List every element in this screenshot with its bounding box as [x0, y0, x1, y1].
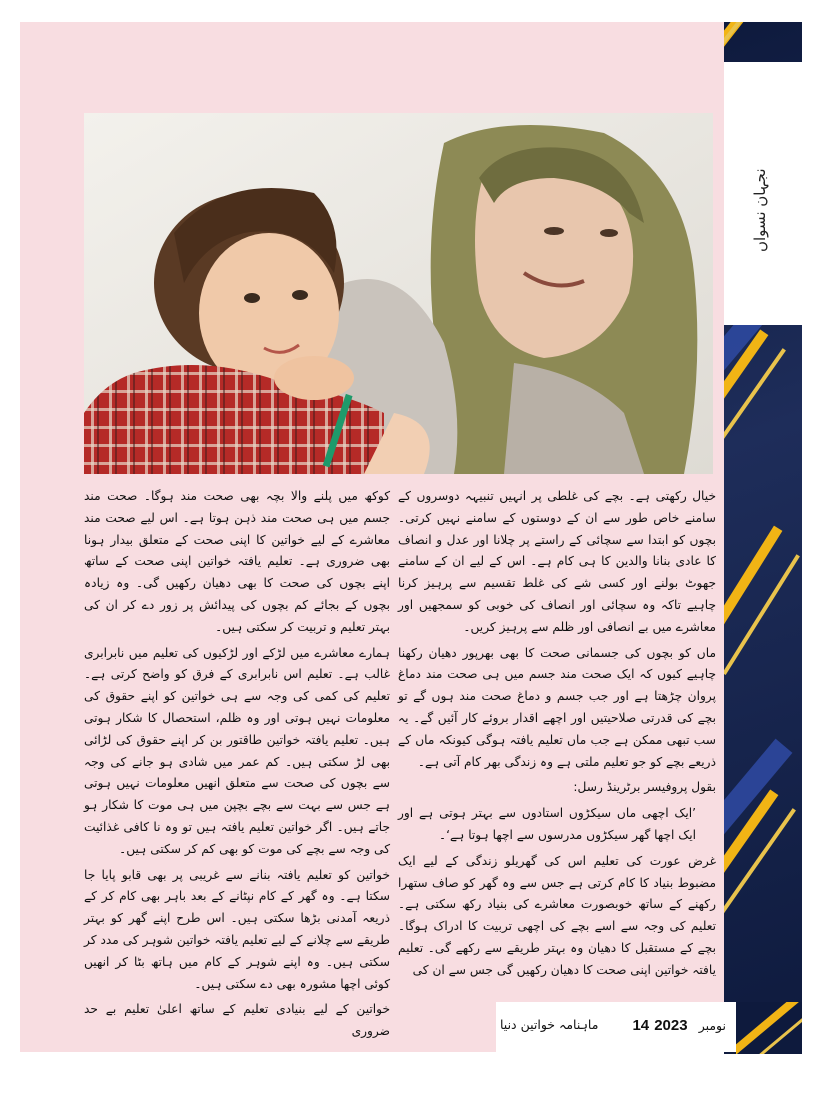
issue-year: 2023 — [654, 1016, 688, 1034]
page-footer — [500, 1012, 726, 1036]
magazine-name: ماہنامہ خواتین دنیا — [500, 1016, 599, 1032]
paragraph: ماں کو بچوں کی جسمانی صحت کا بھی بھرپور دھیان رکھنا چاہیے کیوں کہ ایک صحت مند جسم میں ہی صحت مند دماغ پروان چڑھتا ہے اور جب جسم و دماغ صحت مند ہوں گے تو بچے کی قدرتی صلاحیتیں اور اچھے اقدار بروئے کار آئیں گے۔ یہ سب تبھی ممکن ہے جب ماں تعلیم یافتہ ہوگی کیونکہ ماں کے ذریعے بچے کو جو تعلیم ملتی ہے وہ زندگی بھر کام آتی ہے۔ — [398, 645, 716, 769]
paragraph: خیال رکھتی ہے۔ بچے کی غلطی پر انہیں تنبیہہ دوسروں کے سامنے خاص طور سے ان کے دوستوں کے سامنے نہیں کرتی۔ بچوں کو ابتدا سے سچائی کے راستے پر چلانا اور عدل و انصاف کا عادی بنانا والدین کا ہی کام ہے۔ اس کے لیے ان کے سامنے جھوٹ بولنے اور کسی شے کی غلط تقسیم سے پرہیز کرنا چاہیے تاکہ وہ سچائی اور انصاف کی خوبی کو سمجھیں اور معاشرے میں بے انصافی اور ظلم سے پرہیز کریں۔ — [398, 489, 716, 634]
paragraph: خواتین کو تعلیم یافتہ بنانے سے غریبی پر بھی قابو پایا جا سکتا ہے۔ وہ گھر کے کام نپٹانے کے بعد باہر بھی کام کر کے ذریعہ آمدنی بڑھا سکتی ہیں۔ اس طرح اپنے گھر کو بہتر طریقے سے چلانے کے لیے تعلیم یافتہ خواتین شوہر کی مدد کر سکتی ہیں۔ وہ اپنے شوہر کے کام میں ہاتھ بٹا کر انھیں کوئی اچھا مشورہ بھی دے سکتی ہیں۔ — [84, 867, 390, 991]
footer-decoration — [736, 1002, 802, 1054]
article-column-right — [398, 486, 716, 986]
paragraph: کوکھ میں پلنے والا بچہ بھی صحت مند ہوگا۔ صحت مند جسم میں ہی صحت مند ذہن ہوتا ہے۔ اس لیے صحت مند معاشرے کے لیے خواتین کا اپنی صحت کے متعلق بیدار ہونا بھی ضروری ہے۔ تعلیم یافتہ خواتین اپنی صحت کے ساتھ اپنے بچوں کی صحت کا بھی دھیان رکھیں گی۔ وہ زیادہ بچوں کے بجائے کم بچوں کی پیدائش پر زور دے کر ان کی بہتر تعلیم و تربیت کر سکتی ہیں۔ — [84, 489, 390, 634]
page-number: 14 — [632, 1016, 650, 1034]
paragraph: خواتین کے لیے بنیادی تعلیم کے ساتھ اعلیٰ تعلیم بے حد ضروری — [84, 1002, 390, 1039]
quote-attribution: بقول پروفیسر برٹرینڈ رسل: — [573, 780, 716, 795]
article-column-left — [84, 486, 390, 1047]
section-title: نجہان نسواں — [751, 168, 769, 252]
paragraph: غرض عورت کی تعلیم اس کی گھریلو زندگی کے لیے ایک مضبوط بنیاد کا کام کرتی ہے جس سے وہ گھر کو صاف ستھرا رکھنے کے ساتھ خوبصورت معاشرے کی بنیاد رکھ سکتی ہے۔ تعلیم کی وجہ سے اسے بچے کی اچھی تربیت کا ادراک ہوگا۔ بچے کے مستقبل کا دھیان وہ بہتر طریقے سے رکھے گی۔ تعلیم یافتہ خواتین اپنی صحت کا دھیان رکھیں گی جس سے ان کی — [398, 853, 716, 977]
paragraph: ہمارے معاشرے میں لڑکے اور لڑکیوں کی تعلیم میں نابرابری غالب ہے۔ تعلیم اس نابرابری کے فرق کو واضح کرتی ہے۔ تعلیم کی کمی کی وجہ سے ہی خواتین کو اپنے حقوق کی معلومات نہیں ہوتی اور وہ ظلم، استحصال کا شکار ہوتی ہیں۔ تعلیم یافتہ خواتین طاقتور بن کر اپنے حقوق کی لڑائی بھی لڑ سکتی ہیں۔ کم عمر میں شادی ہو جانے کی وجہ سے بچوں کی صحت سے متعلق انھیں معلومات نہیں ہوتی ہے جس سے بہت سے بچے بچپن میں ہی موت کا شکار ہو جاتے ہیں۔ اگر خواتین تعلیم یافتہ ہیں تو وہ نا کافی غذائیت کی وجہ سے بچے کی موت کو بھی کم کر سکتی ہیں۔ — [84, 645, 390, 856]
article-photo — [84, 113, 713, 474]
quote: ’ایک اچھی ماں سیکڑوں استادوں سے بہتر ہوتی ہے اور ایک اچھا گھر سیکڑوں مدرسوں سے اچھا ہوتا ہے‘۔ — [398, 806, 696, 842]
issue-month: نومبر — [698, 1017, 726, 1033]
